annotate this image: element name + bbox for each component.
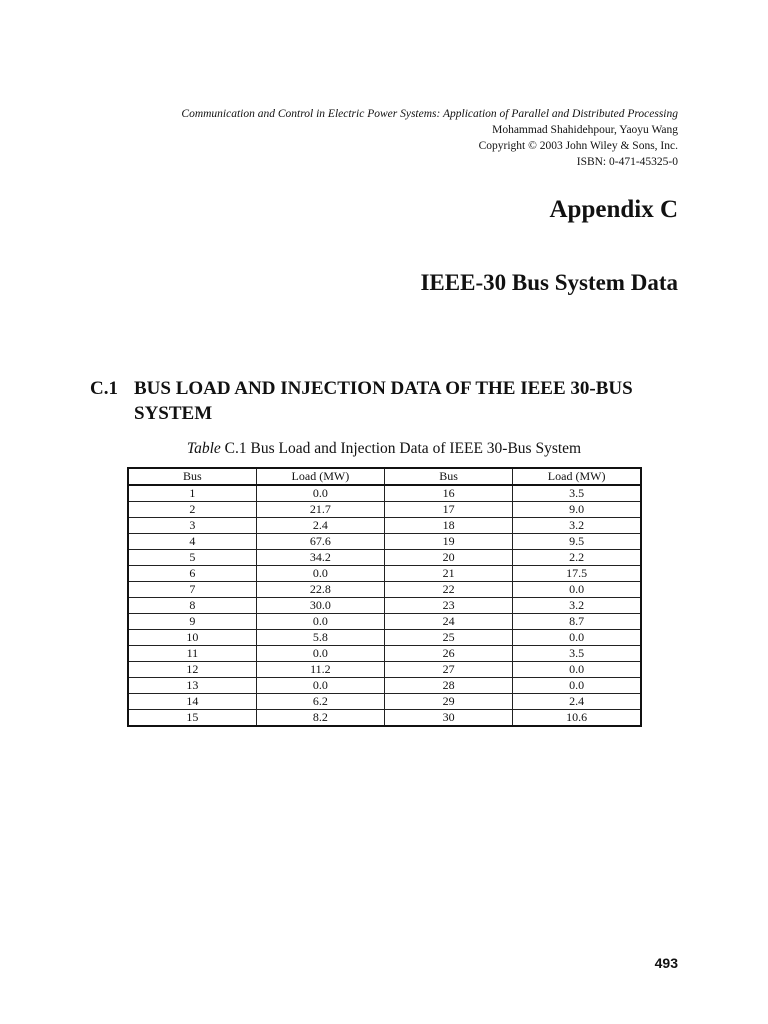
table-cell: 17.5 xyxy=(513,566,641,582)
table-cell: 0.0 xyxy=(513,678,641,694)
table-cell: 9.0 xyxy=(513,502,641,518)
table-cell: 26 xyxy=(385,646,513,662)
table-cell: 0.0 xyxy=(256,678,384,694)
table-row xyxy=(128,582,641,598)
table-cell: 8 xyxy=(128,598,256,614)
table-cell: 15 xyxy=(128,710,256,727)
table-cell: 30.0 xyxy=(256,598,384,614)
table-cell: 9 xyxy=(128,614,256,630)
table-cell: 29 xyxy=(385,694,513,710)
table-cell: 12 xyxy=(128,662,256,678)
table-cell: 24 xyxy=(385,614,513,630)
table-cell: 16 xyxy=(385,485,513,502)
page-number: 493 xyxy=(654,955,678,971)
table-cell: 0.0 xyxy=(256,485,384,502)
authors: Mohammad Shahidehpour, Yaoyu Wang xyxy=(492,124,678,136)
column-header: Load (MW) xyxy=(513,468,641,485)
table-row xyxy=(128,710,641,727)
column-header: Bus xyxy=(385,468,513,485)
table-cell: 9.5 xyxy=(513,534,641,550)
table-cell: 10 xyxy=(128,630,256,646)
table-row xyxy=(128,678,641,694)
table-cell: 22 xyxy=(385,582,513,598)
table-cell: 1 xyxy=(128,485,256,502)
table-row xyxy=(128,502,641,518)
book-title: Communication and Control in Electric Power Systems: Application of Parallel and Distributed Processing xyxy=(181,108,678,120)
table-cell: 8.7 xyxy=(513,614,641,630)
table-cell: 3 xyxy=(128,518,256,534)
table-cell: 0.0 xyxy=(256,566,384,582)
table-cell: 0.0 xyxy=(256,614,384,630)
table-cell: 3.2 xyxy=(513,598,641,614)
table-row xyxy=(128,598,641,614)
table-row xyxy=(128,518,641,534)
table-cell: 0.0 xyxy=(513,662,641,678)
table-cell: 3.2 xyxy=(513,518,641,534)
table-cell: 5 xyxy=(128,550,256,566)
appendix-label: Appendix C xyxy=(549,196,678,223)
table-cell: 7 xyxy=(128,582,256,598)
table-row xyxy=(128,614,641,630)
table-cell: 13 xyxy=(128,678,256,694)
table-cell: 17 xyxy=(385,502,513,518)
table-row xyxy=(128,566,641,582)
table-cell: 25 xyxy=(385,630,513,646)
bus-load-table xyxy=(127,467,642,727)
table-cell: 28 xyxy=(385,678,513,694)
table-cell: 4 xyxy=(128,534,256,550)
table-cell: 34.2 xyxy=(256,550,384,566)
table-cell: 11 xyxy=(128,646,256,662)
table-cell: 6.2 xyxy=(256,694,384,710)
table-cell: 0.0 xyxy=(256,646,384,662)
table-cell: 3.5 xyxy=(513,485,641,502)
table-cell: 2.4 xyxy=(513,694,641,710)
table-row xyxy=(128,485,641,502)
table-cell: 3.5 xyxy=(513,646,641,662)
table-cell: 67.6 xyxy=(256,534,384,550)
table-cell: 2.4 xyxy=(256,518,384,534)
table-cell: 14 xyxy=(128,694,256,710)
table-cell: 8.2 xyxy=(256,710,384,727)
table-cell: 6 xyxy=(128,566,256,582)
section-title: BUS LOAD AND INJECTION DATA OF THE IEEE 30-BUS SYSTEM xyxy=(134,378,633,424)
table-header-row xyxy=(128,468,641,485)
table-caption-text: C.1 Bus Load and Injection Data of IEEE 30-Bus System xyxy=(220,440,582,457)
table-row xyxy=(128,646,641,662)
section-heading xyxy=(90,376,694,426)
table-cell: 0.0 xyxy=(513,582,641,598)
table-cell: 5.8 xyxy=(256,630,384,646)
column-header: Load (MW) xyxy=(256,468,384,485)
table-row xyxy=(128,550,641,566)
table-cell: 22.8 xyxy=(256,582,384,598)
table-body xyxy=(128,485,641,726)
table-cell: 11.2 xyxy=(256,662,384,678)
table-cell: 20 xyxy=(385,550,513,566)
page-header xyxy=(181,106,678,170)
column-header: Bus xyxy=(128,468,256,485)
table-cell: 10.6 xyxy=(513,710,641,727)
section-number: C.1 xyxy=(90,378,118,399)
appendix-title: IEEE-30 Bus System Data xyxy=(420,270,678,295)
table-cell: 18 xyxy=(385,518,513,534)
table-cell: 19 xyxy=(385,534,513,550)
table-cell: 30 xyxy=(385,710,513,727)
table-cell: 2 xyxy=(128,502,256,518)
table-caption xyxy=(0,440,768,458)
table-row xyxy=(128,662,641,678)
table-row xyxy=(128,694,641,710)
isbn: ISBN: 0-471-45325-0 xyxy=(576,156,678,168)
table-cell: 21.7 xyxy=(256,502,384,518)
table-row xyxy=(128,534,641,550)
table-caption-prefix: Table xyxy=(186,440,221,457)
table-cell: 23 xyxy=(385,598,513,614)
table-cell: 2.2 xyxy=(513,550,641,566)
table-row xyxy=(128,630,641,646)
table-cell: 27 xyxy=(385,662,513,678)
table-cell: 0.0 xyxy=(513,630,641,646)
copyright: Copyright © 2003 John Wiley & Sons, Inc. xyxy=(478,140,678,152)
table-cell: 21 xyxy=(385,566,513,582)
